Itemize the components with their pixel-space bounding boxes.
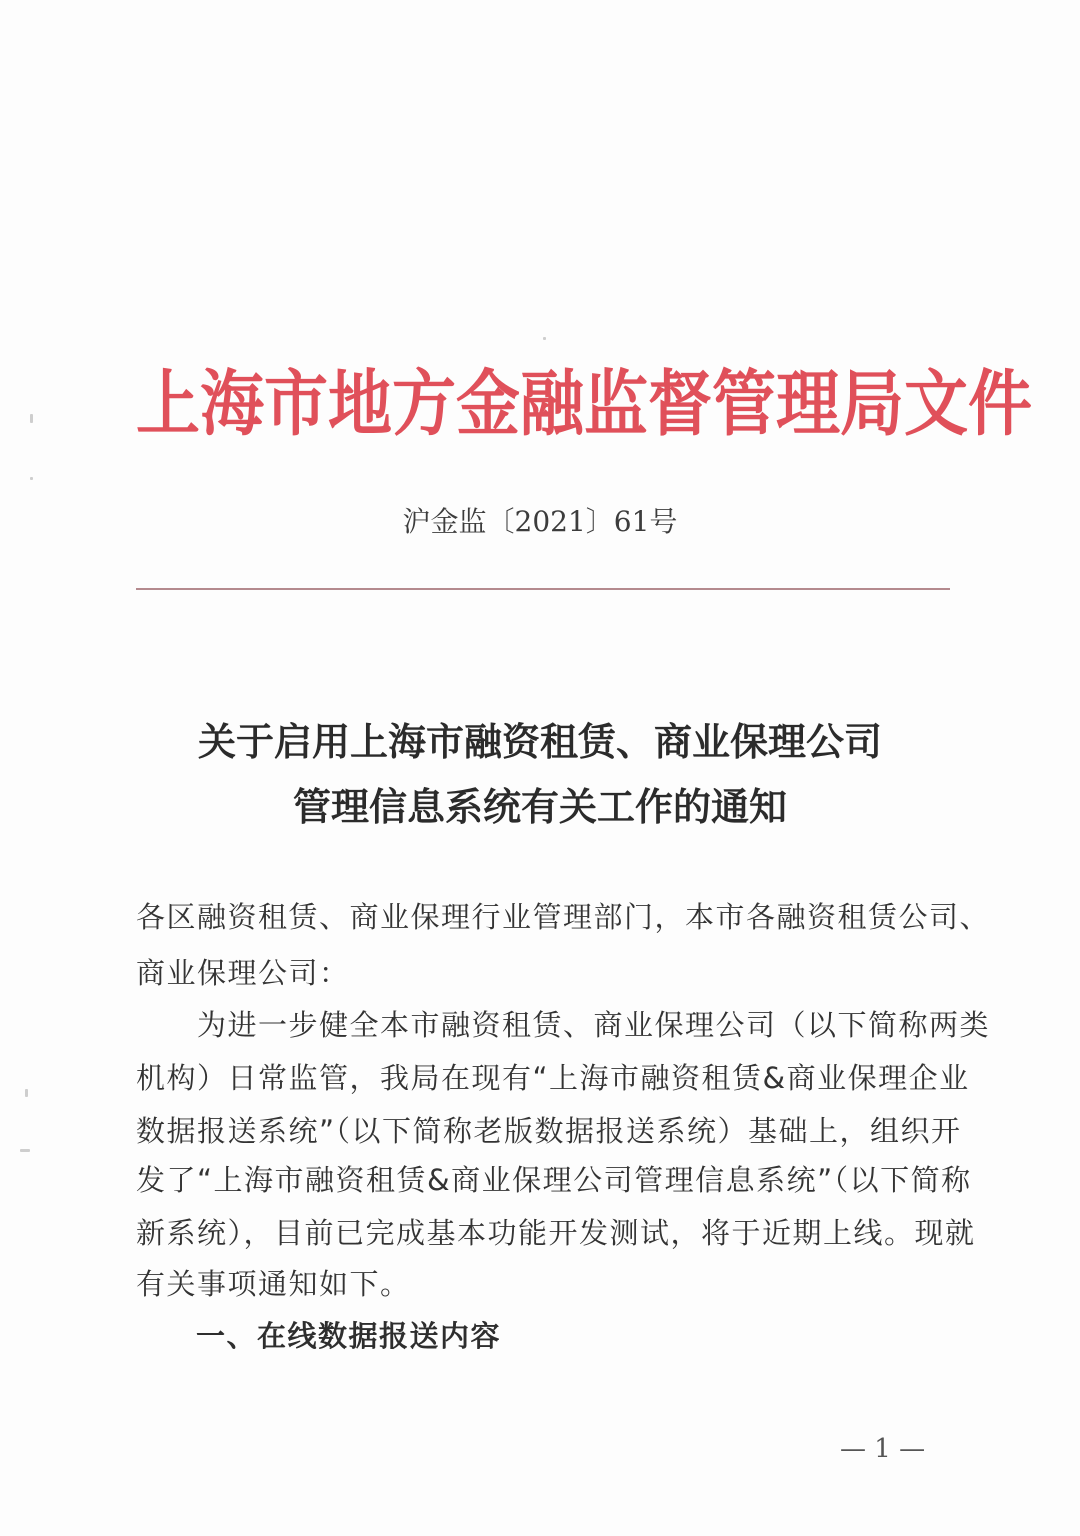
page-number: — 1 — — [840, 1434, 926, 1464]
document-number: 沪金监〔2021〕61号 — [402, 505, 678, 538]
scan-speck — [543, 337, 546, 340]
paragraph-line: 有关事项通知如下。 — [136, 1267, 411, 1301]
paragraph-line: 数据报送系统”（以下简称老版数据报送系统）基础上，组织开 — [136, 1114, 962, 1148]
addressee-line-1: 各区融资租赁、商业保理行业管理部门，本市各融资租赁公司、 — [136, 900, 991, 934]
scan-speck — [20, 1149, 30, 1152]
paragraph-line: 新系统），目前已完成基本功能开发测试，将于近期上线。现就 — [136, 1216, 976, 1250]
issuer-letterhead: 上海市地方金融监督管理局文件 — [136, 362, 1032, 447]
scan-speck — [30, 477, 33, 480]
paragraph-line: 机构）日常监管，我局在现有“上海市融资租赁&商业保理企业 — [136, 1061, 970, 1095]
paragraph-line: 为进一步健全本市融资租赁、商业保理公司（以下简称两类 — [136, 1008, 991, 1042]
document-title-line-1: 关于启用上海市融资租赁、商业保理公司 — [197, 719, 882, 764]
addressee-line-2: 商业保理公司： — [136, 956, 350, 990]
scan-speck — [25, 1089, 28, 1097]
document-title-line-2: 管理信息系统有关工作的通知 — [292, 784, 787, 829]
scan-speck — [30, 414, 33, 423]
letterhead-divider — [136, 588, 950, 590]
section-heading-1: 一、在线数据报送内容 — [196, 1319, 502, 1353]
paragraph-line: 发了“上海市融资租赁&商业保理公司管理信息系统”（以下简称 — [136, 1163, 972, 1197]
